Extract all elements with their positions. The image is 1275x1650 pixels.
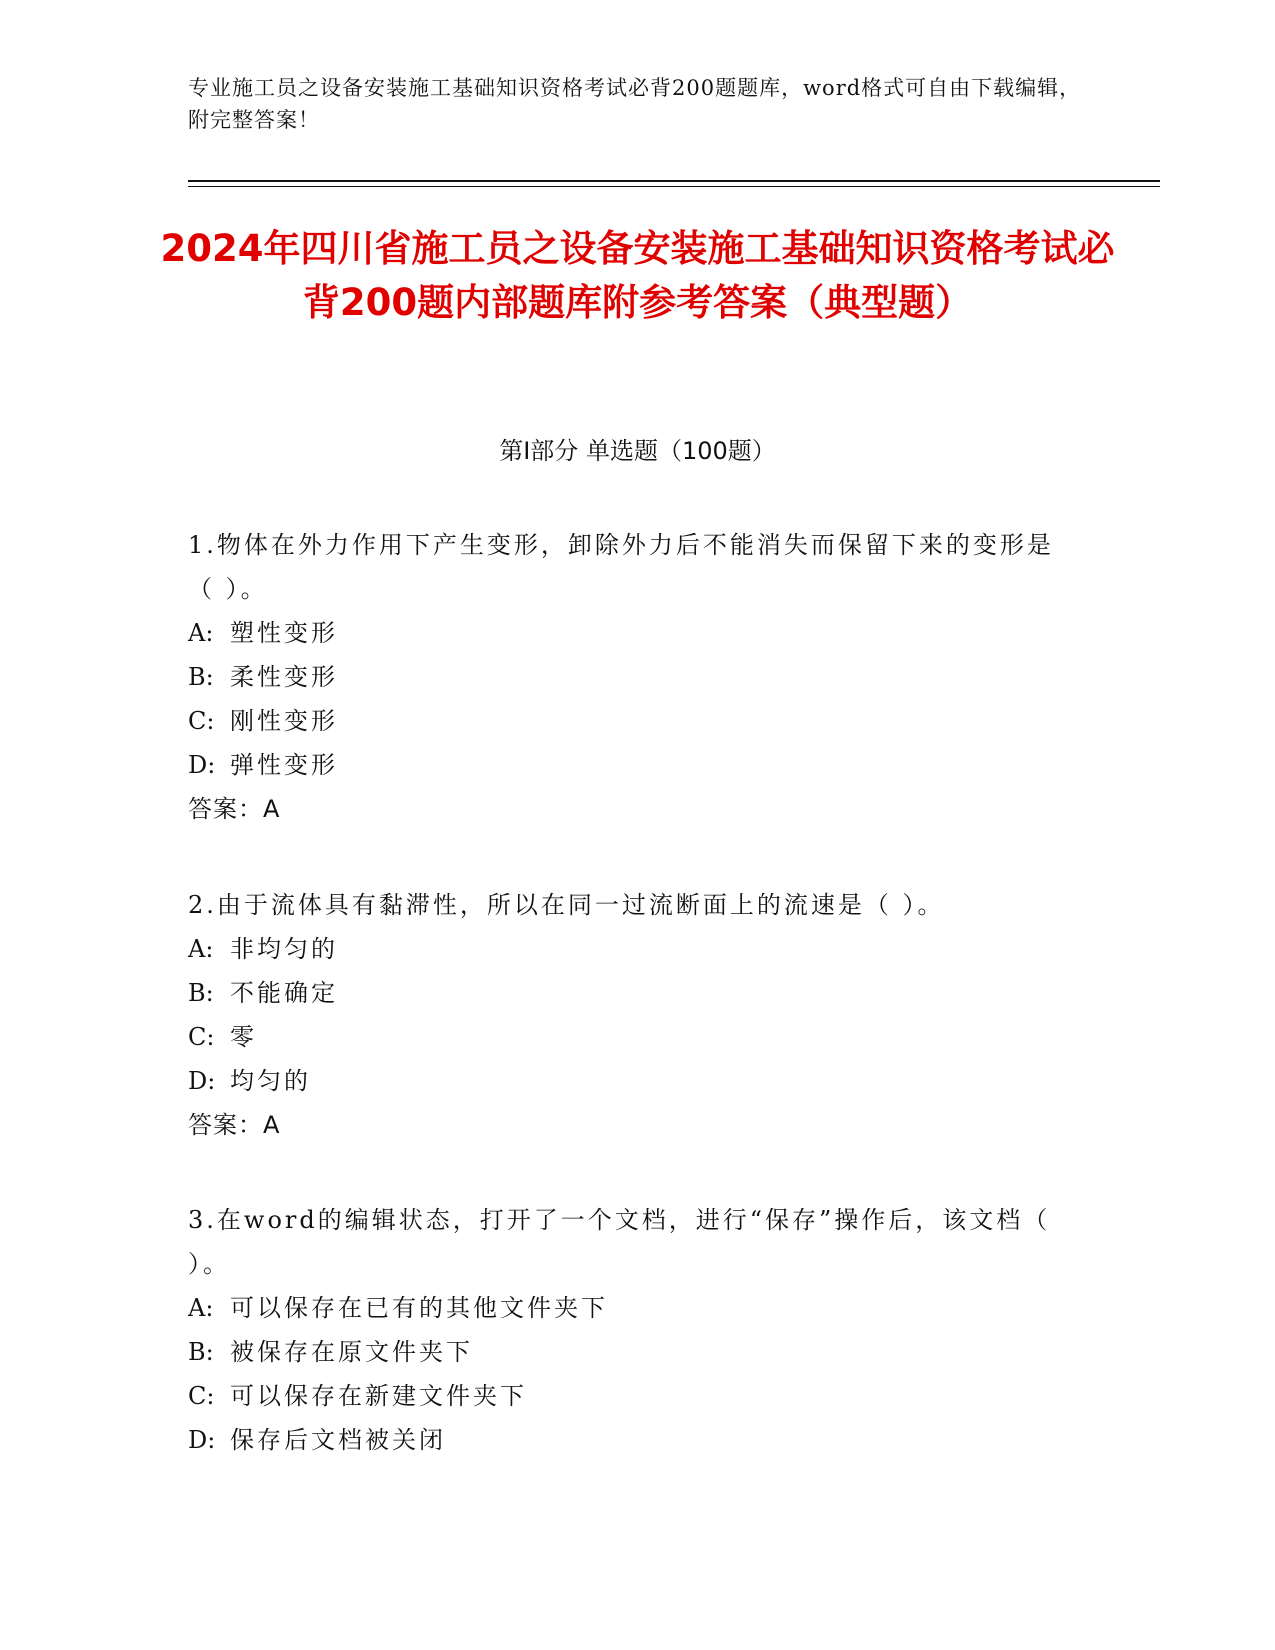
- question-text: 2.由于流体具有黏滞性，所以在同一过流断面上的流速是（ ）。: [188, 891, 945, 919]
- option-b: [188, 655, 1068, 699]
- option-letter: D:: [188, 1067, 216, 1095]
- question-text: 1.物体在外力作用下产生变形，卸除外力后不能消失而保留下来的变形是（ ）。: [188, 531, 1054, 603]
- header-note: 专业施工员之设备安装施工基础知识资格考试必背200题题库，word格式可自由下载编辑，附完整答案！: [188, 76, 1082, 132]
- option-a: [188, 927, 1068, 971]
- option-letter: B:: [188, 663, 214, 691]
- header-rule-thick: [188, 180, 1160, 182]
- option-text: 塑性变形: [230, 619, 338, 647]
- header-rule-thin: [188, 186, 1160, 187]
- option-a: [188, 611, 1068, 655]
- option-text: 刚性变形: [230, 707, 338, 735]
- option-text: 被保存在原文件夹下: [230, 1338, 473, 1366]
- option-letter: B:: [188, 1338, 214, 1366]
- option-letter: C:: [188, 1023, 215, 1051]
- option-text: 弹性变形: [230, 751, 338, 779]
- option-d: [188, 1059, 1068, 1103]
- section-heading: 第I部分 单选题（100题）: [499, 437, 776, 465]
- option-text: 柔性变形: [230, 663, 338, 691]
- question-text: 3.在word的编辑状态，打开了一个文档，进行“保存”操作后，该文档（ ）。: [188, 1206, 1051, 1278]
- option-b: [188, 1330, 1068, 1374]
- question-3: [188, 1198, 1068, 1462]
- option-text: 均匀的: [230, 1067, 311, 1095]
- option-a: [188, 1286, 1068, 1330]
- option-letter: B:: [188, 979, 214, 1007]
- option-c: [188, 699, 1068, 743]
- option-c: [188, 1015, 1068, 1059]
- option-text: 可以保存在已有的其他文件夹下: [230, 1294, 608, 1322]
- option-c: [188, 1374, 1068, 1418]
- option-letter: A:: [188, 1294, 214, 1322]
- option-letter: C:: [188, 707, 215, 735]
- option-text: 保存后文档被关闭: [230, 1426, 446, 1454]
- answer: 答案：A: [188, 1111, 281, 1139]
- option-letter: A:: [188, 935, 214, 963]
- option-letter: D:: [188, 751, 216, 779]
- option-text: 不能确定: [230, 979, 338, 1007]
- option-d: [188, 743, 1068, 787]
- option-text: 非均匀的: [230, 935, 338, 963]
- option-letter: A:: [188, 619, 214, 647]
- option-d: [188, 1418, 1068, 1462]
- question-1: [188, 523, 1068, 831]
- option-letter: C:: [188, 1382, 215, 1410]
- option-text: 零: [230, 1023, 257, 1051]
- document-title: 2024年四川省施工员之设备安装施工基础知识资格考试必背200题内部题库附参考答案（典型题）: [160, 227, 1115, 324]
- question-2: [188, 883, 1068, 1147]
- option-letter: D:: [188, 1426, 216, 1454]
- option-text: 可以保存在新建文件夹下: [230, 1382, 527, 1410]
- answer: 答案：A: [188, 795, 281, 823]
- option-b: [188, 971, 1068, 1015]
